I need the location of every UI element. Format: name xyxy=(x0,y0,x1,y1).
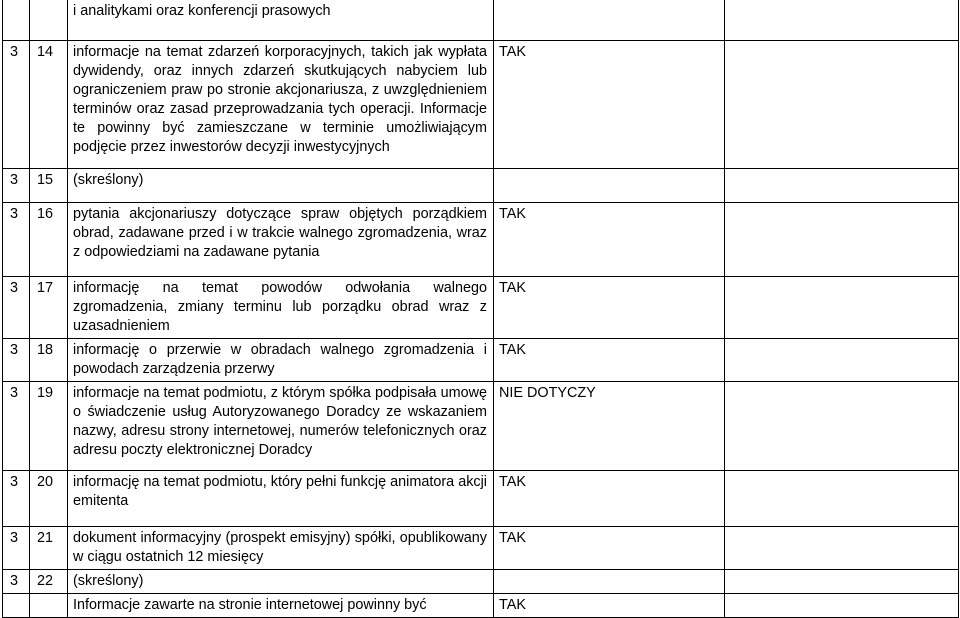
chapter-cell: 3 xyxy=(3,276,30,338)
item-number-cell: 14 xyxy=(30,40,68,168)
description-cell: Informacje zawarte na stronie internetowej powinny być xyxy=(68,593,494,617)
description-cell: informację na temat powodów odwołania walnego zgromadzenia, zmiany terminu lub porządku obrad wraz z uzasadnieniem xyxy=(68,276,494,338)
status-cell: TAK xyxy=(494,276,725,338)
comment-cell xyxy=(725,593,959,617)
chapter-cell: 3 xyxy=(3,338,30,381)
chapter-cell: 3 xyxy=(3,381,30,470)
table-row xyxy=(3,526,959,569)
table-row xyxy=(3,338,959,381)
description-cell: dokument informacyjny (prospekt emisyjny) spółki, opublikowany w ciągu ostatnich 12 miesięcy xyxy=(68,526,494,569)
chapter-cell: 3 xyxy=(3,526,30,569)
comment-cell xyxy=(725,338,959,381)
description-cell: informacje na temat podmiotu, z którym spółka podpisała umowę o świadczenie usług Autoryzowanego Doradcy ze wskazaniem nazwy, adresu strony internetowej, numerów telefonicznych oraz adresu poczty elektronicznej Doradcy xyxy=(68,381,494,470)
item-number-cell: 17 xyxy=(30,276,68,338)
status-cell xyxy=(494,0,725,40)
chapter-cell xyxy=(3,0,30,40)
description-cell: pytania akcjonariuszy dotyczące spraw objętych porządkiem obrad, zadawane przed i w trakcie walnego zgromadzenia, wraz z odpowiedziami na zadawane pytania xyxy=(68,202,494,276)
item-number-cell xyxy=(30,593,68,617)
governance-compliance-table xyxy=(2,0,959,618)
chapter-cell xyxy=(3,593,30,617)
chapter-cell: 3 xyxy=(3,470,30,526)
description-cell: (skreślony) xyxy=(68,168,494,202)
chapter-cell: 3 xyxy=(3,202,30,276)
item-number-cell: 15 xyxy=(30,168,68,202)
comment-cell xyxy=(725,168,959,202)
comment-cell xyxy=(725,276,959,338)
description-cell: informacje na temat zdarzeń korporacyjnych, takich jak wypłata dywidendy, oraz innych zdarzeń skutkujących nabyciem lub ograniczeniem praw po stronie akcjonariusza, z uwzględnieniem terminów oraz zasad przeprowadzania tych operacji. Informacje te powinny być zamieszczane w terminie umożliwiającym podjęcie przez inwestorów decyzji inwestycyjnych xyxy=(68,40,494,168)
item-number-cell: 19 xyxy=(30,381,68,470)
description-cell: i analitykami oraz konferencji prasowych xyxy=(68,0,494,40)
table-row-continuation xyxy=(3,0,959,40)
table-row xyxy=(3,593,959,617)
comment-cell xyxy=(725,470,959,526)
item-number-cell: 22 xyxy=(30,569,68,593)
item-number-cell: 20 xyxy=(30,470,68,526)
table-row xyxy=(3,276,959,338)
table-row xyxy=(3,381,959,470)
status-cell: TAK xyxy=(494,593,725,617)
comment-cell xyxy=(725,569,959,593)
table-row xyxy=(3,202,959,276)
description-cell: informację na temat podmiotu, który pełni funkcję animatora akcji emitenta xyxy=(68,470,494,526)
table-row xyxy=(3,168,959,202)
status-cell xyxy=(494,569,725,593)
status-cell: NIE DOTYCZY xyxy=(494,381,725,470)
table-row xyxy=(3,40,959,168)
chapter-cell: 3 xyxy=(3,40,30,168)
comment-cell xyxy=(725,526,959,569)
item-number-cell: 16 xyxy=(30,202,68,276)
item-number-cell: 21 xyxy=(30,526,68,569)
chapter-cell: 3 xyxy=(3,569,30,593)
comment-cell xyxy=(725,40,959,168)
comment-cell xyxy=(725,381,959,470)
description-cell: informację o przerwie w obradach walnego zgromadzenia i powodach zarządzenia przerwy xyxy=(68,338,494,381)
status-cell: TAK xyxy=(494,338,725,381)
status-cell: TAK xyxy=(494,40,725,168)
table-row xyxy=(3,470,959,526)
status-cell: TAK xyxy=(494,526,725,569)
status-cell: TAK xyxy=(494,470,725,526)
item-number-cell: 18 xyxy=(30,338,68,381)
comment-cell xyxy=(725,0,959,40)
chapter-cell: 3 xyxy=(3,168,30,202)
status-cell: TAK xyxy=(494,202,725,276)
item-number-cell xyxy=(30,0,68,40)
table-row xyxy=(3,569,959,593)
description-cell: (skreślony) xyxy=(68,569,494,593)
status-cell xyxy=(494,168,725,202)
comment-cell xyxy=(725,202,959,276)
